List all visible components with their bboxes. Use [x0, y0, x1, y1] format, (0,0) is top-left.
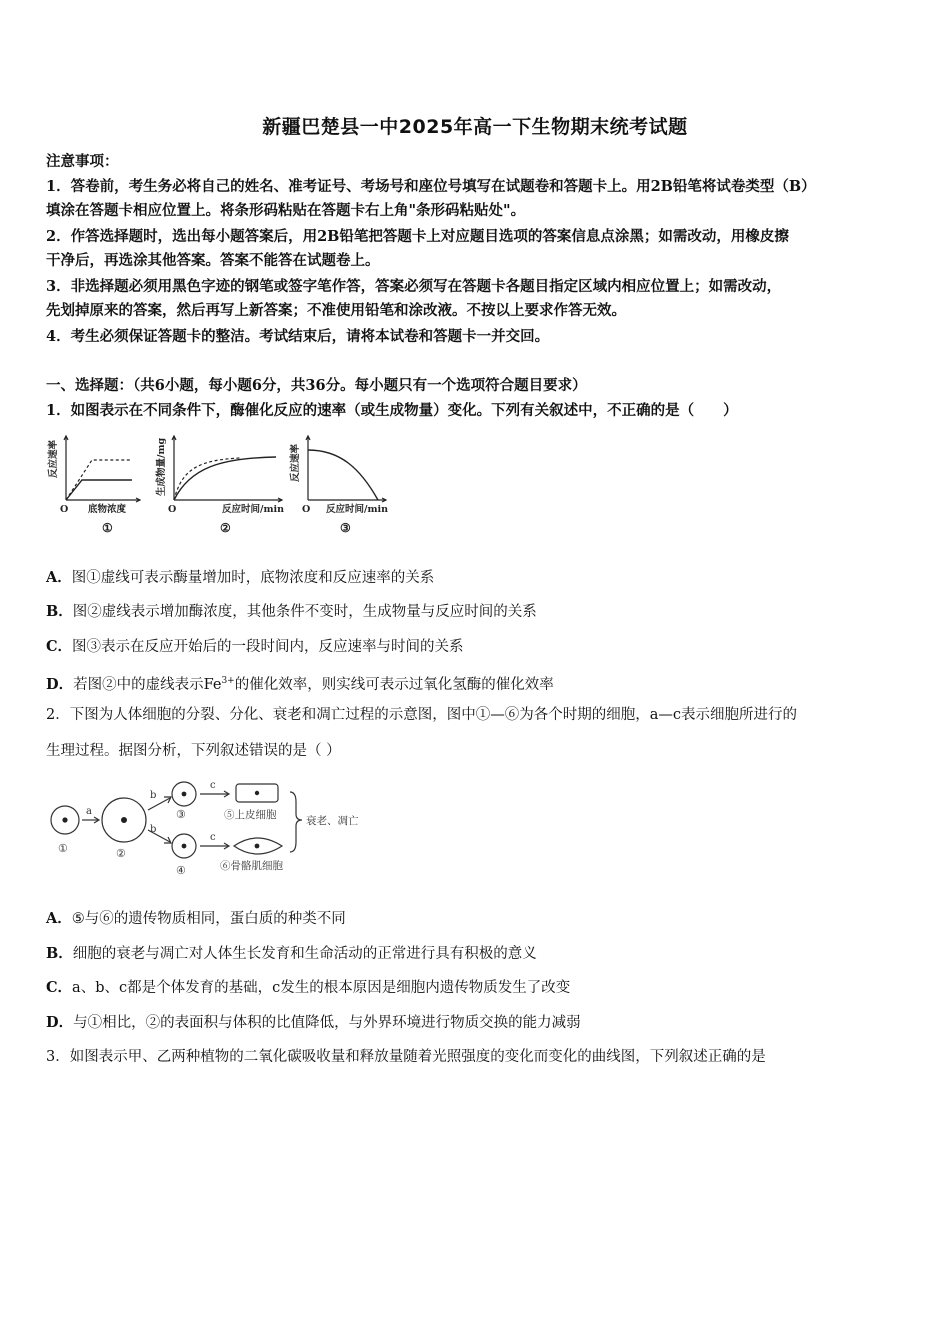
option-text: 图③表示在反应开始后的一段时间内，反应速率与时间的关系 [72, 639, 464, 655]
q2-option-d[interactable] [46, 1013, 581, 1033]
q2-option-a[interactable] [46, 909, 346, 929]
g2-number: ② [220, 521, 231, 535]
q1-option-a[interactable] [46, 568, 434, 588]
option-letter: B． [46, 603, 73, 620]
g3-xlabel: 反应时间/min [326, 504, 389, 515]
notice-line: 填涂在答题卡相应位置上。将条形码粘贴在答题卡右上角"条形码粘贴处"。 [46, 202, 526, 219]
option-letter: A． [46, 569, 72, 586]
g3-number: ③ [340, 521, 351, 535]
cell1-label: ① [58, 842, 68, 855]
option-text: 图①虚线可表示酶量增加时，底物浓度和反应速率的关系 [71, 570, 435, 586]
g2-ylabel: 生成物量/mg [156, 437, 167, 496]
option-letter: C． [46, 638, 73, 655]
notice-line: 2．作答选择题时，选出每小题答案后，用2B铅笔把答题卡上对应题目选项的答案信息点涂黑；如需改动，用橡皮擦 [46, 228, 789, 245]
question-2-stem-cont: 生理过程。据图分析，下列叙述错误的是（ ） [46, 743, 341, 759]
arrow-b2-label: b [150, 824, 157, 835]
g3-ylabel: 反应速率 [290, 443, 301, 482]
q1-option-b[interactable] [46, 602, 537, 622]
g1-number: ① [102, 521, 113, 535]
q2-figure [44, 772, 374, 880]
option-text: 若图②中的虚线表示Fe [73, 676, 222, 693]
arrow-a-label: a [86, 806, 92, 817]
option-text: 细胞的衰老与凋亡对人体生长发育和生命活动的正常进行具有积极的意义 [72, 946, 537, 962]
arrow-c2-label: c [210, 832, 216, 843]
g2-origin: O [168, 504, 177, 515]
arrow-c1-label: c [210, 780, 216, 791]
notice-line: 干净后，再选涂其他答案。答案不能答在试题卷上。 [46, 252, 380, 269]
arrow-b1-label: b [150, 790, 157, 801]
option-letter: B． [46, 945, 73, 962]
option-sup: 3+ [221, 676, 235, 686]
page-title: 新疆巴楚县一中2025年高一下生物期末统考试题 [262, 116, 688, 138]
g1-ylabel: 反应速率 [48, 439, 59, 478]
cell6-label: ⑥骨骼肌细胞 [220, 860, 283, 872]
q2-option-b[interactable] [46, 944, 537, 964]
cell4-label: ④ [176, 864, 186, 877]
notice-line: 1．答卷前，考生务必将自己的姓名、准考证号、考场号和座位号填写在试题卷和答题卡上。用2B铅笔将试卷类型（B） [46, 178, 816, 195]
q1-figure [40, 428, 400, 540]
notice-line: 3．非选择题必须用黑色字迹的钢笔或签字笔作答，答案必须写在答题卡各题目指定区域内相应位置上；如需改动， [46, 278, 782, 295]
option-letter: A． [46, 910, 72, 927]
option-letter: D． [46, 675, 74, 693]
cell2-label: ② [116, 847, 126, 860]
g1-xlabel: 底物浓度 [88, 504, 127, 515]
cell5-label: ⑤上皮细胞 [224, 809, 277, 821]
question-2-stem: 2．下图为人体细胞的分裂、分化、衰老和凋亡过程的示意图，图中①—⑥为各个时期的细胞，a—c表示细胞所进行的 [46, 707, 797, 723]
q1-option-c[interactable] [46, 637, 464, 657]
notice-line: 4．考生必须保证答题卡的整洁。考试结束后，请将本试卷和答题卡一并交回。 [46, 328, 550, 345]
option-letter: C． [46, 979, 73, 996]
option-text: 与①相比，②的表面积与体积的比值降低，与外界环境进行物质交换的能力减弱 [73, 1015, 581, 1031]
fate-label: 衰老、凋亡 [306, 815, 359, 827]
g1-origin: O [60, 504, 69, 515]
q2-option-c[interactable] [46, 978, 570, 998]
section-heading: 一、选择题：（共6小题，每小题6分，共36分。每小题只有一个选项符合题目要求） [46, 377, 587, 394]
option-text: 图②虚线表示增加酶浓度，其他条件不变时，生成物量与反应时间的关系 [72, 604, 537, 620]
g2-xlabel: 反应时间/min [222, 504, 285, 515]
question-3-stem: 3．如图表示甲、乙两种植物的二氧化碳吸收量和释放量随着光照强度的变化而变化的曲线图，下列叙述正确的是 [46, 1049, 766, 1065]
option-text: 的催化效率，则实线可表示过氧化氢酶的催化效率 [234, 676, 554, 693]
option-text: ⑤与⑥的遗传物质相同，蛋白质的种类不同 [71, 911, 346, 927]
cell3-label: ③ [176, 808, 186, 821]
notice-heading: 注意事项： [46, 153, 119, 170]
g3-origin: O [302, 504, 311, 515]
q1-option-d[interactable] [46, 671, 554, 695]
notice-line: 先划掉原来的答案，然后再写上新答案；不准使用铅笔和涂改液。不按以上要求作答无效。 [46, 302, 626, 319]
option-text: a、b、c都是个体发育的基础，c发生的根本原因是细胞内遗传物质发生了改变 [72, 980, 571, 996]
question-1-stem: 1．如图表示在不同条件下，酶催化反应的速率（或生成物量）变化。下列有关叙述中，不正确的是（ ） [46, 402, 738, 419]
option-letter: D． [46, 1014, 74, 1031]
